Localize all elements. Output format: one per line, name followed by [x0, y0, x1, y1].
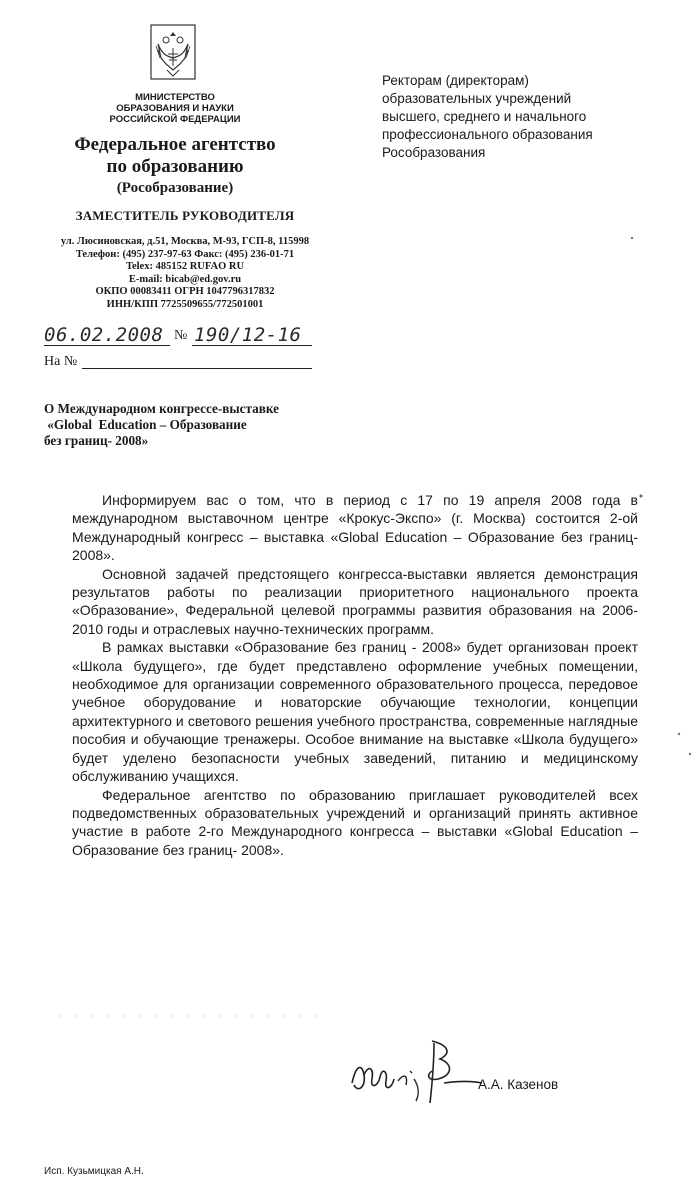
ministry-line: ОБРАЗОВАНИЯ И НАУКИ [116, 103, 234, 114]
handwritten-signature [348, 1035, 488, 1105]
body-paragraph: Информируем вас о том, что в период с 17 по 19 апреля 2008 года в международном выставочном центре «Крокус-Экспо» (г. Москва) состоится 2-ой Международный конгресс – выставка «Global Education – Образование без границ- 2008». [72, 492, 638, 564]
addressee-line: Ректорам (директорам) [382, 73, 529, 88]
inn-kpp: ИНН/КПП 7725509655/772501001 [106, 298, 264, 310]
handwritten-date: 06.02.2008 [44, 324, 164, 346]
executor-name: Исп. Кузьмицкая А.Н. [44, 1166, 144, 1177]
letter-body [72, 491, 638, 859]
number-sign: № [174, 328, 188, 343]
signer-position: ЗАМЕСТИТЕЛЬ РУКОВОДИТЕЛЯ [75, 208, 295, 223]
subject-line: О Международном конгрессе-выставке [44, 401, 279, 416]
addressee-line: Рособразования [382, 145, 486, 160]
handwritten-reg-number: 190/12-16 [194, 324, 302, 346]
email: E-mail: bicab@ed.gov.ru [128, 273, 242, 285]
signer-name: А.А. Казенов [478, 1077, 559, 1092]
agency-line-2: по образованию [106, 156, 244, 177]
phone-fax: Телефон: (495) 237-97-63 Факс: (495) 236-01-71 [75, 248, 295, 260]
reference-line [44, 352, 314, 372]
contact-block [40, 236, 330, 312]
date-underline [44, 345, 170, 346]
letter-subject [44, 401, 364, 450]
addressee-line: профессионального образования [382, 127, 593, 142]
telex: Telex: 485152 RUFAO RU [125, 261, 245, 273]
addressee-line: образовательных учреждений [382, 91, 572, 106]
addressee-block [382, 72, 662, 162]
address: ул. Люсиновская, д.51, Москва, М-93, ГСП-8, 115998 [60, 236, 310, 247]
subject-line: «Global Education – Образование [44, 417, 247, 433]
reference-underline [82, 368, 312, 369]
subject-line: без границ- 2008» [44, 433, 149, 449]
body-paragraph: Основной задачей предстоящего конгресса-выставки является демонстрация результатов работы по реализации приоритетного национального проекта «Образование», Федеральной целевой программы развития образования на 2006-2010 годы и отраслевых научно-технических программ. [72, 565, 638, 637]
coat-of-arms-icon [150, 24, 196, 80]
reference-label: На № [44, 354, 78, 369]
body-paragraph: В рамках выставки «Образование без границ - 2008» будет организован проект «Школа будущего», где будет представлено оформление учебных помещении, необходимое для организации современного образовательного процесса, передовое учебное оборудование и новаторские обучающие технологии, концепции архитектурного и светового решения учебного пространства, современные наглядные пособия и обучающие тренажеры. Особое внимание на выставке «Школа будущего» будет уделено безопасности учебных заведений, питанию и медицинскому обслуживанию учащихся. [72, 639, 638, 785]
number-underline [192, 345, 312, 346]
okpo-ogrn: ОКПО 00083411 ОГРН 1047796317832 [95, 286, 275, 298]
body-paragraph: Федеральное агентство по образованию приглашает руководителей всех подведомственных образовательных учреждений и организаций принять активное участие в работе 2-го Международного конгресса – выставки «Global Education – Образование без границ- 2008». [72, 786, 638, 858]
agency-abbreviation: (Рособразование) [116, 180, 234, 196]
addressee-line: высшего, среднего и начального [382, 109, 587, 124]
ministry-line: РОССИЙСКОЙ ФЕДЕРАЦИИ [109, 114, 241, 125]
agency-line-1: Федеральное агентство [74, 134, 276, 155]
date-number-line [44, 322, 312, 348]
ministry-line: МИНИСТЕРСТВО [135, 92, 215, 103]
ministry-name [90, 92, 260, 125]
agency-name [40, 134, 310, 178]
